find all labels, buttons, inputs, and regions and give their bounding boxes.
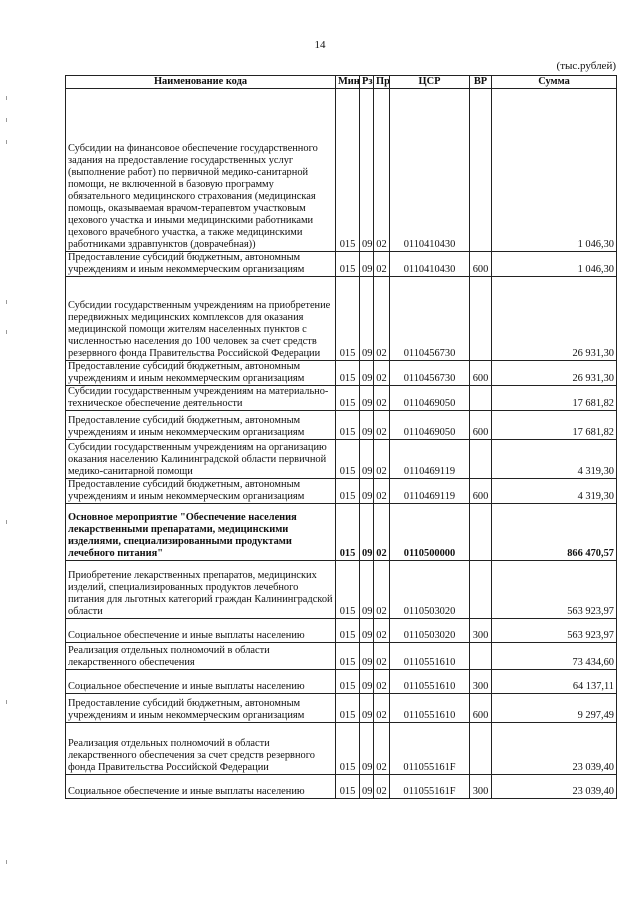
- header-csr: ЦСР: [390, 76, 470, 89]
- cell-name: Предоставление субсидий бюджетным, автономным учреждениям и иным некоммерческим организациям: [66, 411, 336, 440]
- cell-pr: 02: [374, 479, 390, 504]
- table-body: [66, 89, 617, 799]
- cell-sum: 23 039,40: [492, 775, 617, 799]
- cell-name: Субсидии на финансовое обеспечение государственного задания на предоставление государственных услуг (выполнение работ) по первичной медико-санитарной помощи, не включенной в базовую программу обязательного медицинского страхования (медицинская помощь, оказываемая врачом-терапевтом участковым цехового участка и иными медицинскими работниками цехового врачебного участка, а также медицинскими работниками здравпунктов (доврачебная)): [66, 89, 336, 252]
- cell-name: Реализация отдельных полномочий в области лекарственного обеспечения: [66, 643, 336, 670]
- cell-rz: 09: [360, 504, 374, 561]
- table-row: [66, 277, 617, 361]
- cell-pr: 02: [374, 643, 390, 670]
- cell-min: 015: [336, 89, 360, 252]
- cell-name: Субсидии государственным учреждениям на материально-техническое обеспечение деятельности: [66, 386, 336, 411]
- cell-name: Предоставление субсидий бюджетным, автономным учреждениям и иным некоммерческим организациям: [66, 694, 336, 723]
- cell-name: Приобретение лекарственных препаратов, медицинских изделий, специализированных продуктов лечебного питания для льготных категорий граждан Калининградской области: [66, 561, 336, 619]
- cell-min: 015: [336, 411, 360, 440]
- cell-rz: 09: [360, 277, 374, 361]
- cell-pr: 02: [374, 694, 390, 723]
- cell-min: 015: [336, 361, 360, 386]
- cell-name: Социальное обеспечение и иные выплаты населению: [66, 775, 336, 799]
- cell-vr: 300: [470, 670, 492, 694]
- cell-pr: 02: [374, 504, 390, 561]
- cell-pr: 02: [374, 723, 390, 775]
- cell-csr: 0110469050: [390, 411, 470, 440]
- cell-rz: 09: [360, 440, 374, 479]
- cell-vr: [470, 723, 492, 775]
- table-row: [66, 479, 617, 504]
- cell-rz: 09: [360, 723, 374, 775]
- cell-sum: 17 681,82: [492, 411, 617, 440]
- cell-pr: 02: [374, 89, 390, 252]
- budget-table: [65, 75, 617, 799]
- cell-csr: 0110469119: [390, 479, 470, 504]
- cell-csr: 0110469050: [390, 386, 470, 411]
- page-number: 14: [314, 39, 326, 51]
- cell-vr: 300: [470, 775, 492, 799]
- cell-sum: 563 923,97: [492, 561, 617, 619]
- cell-rz: 09: [360, 694, 374, 723]
- cell-sum: 866 470,57: [492, 504, 617, 561]
- cell-pr: 02: [374, 277, 390, 361]
- cell-min: 015: [336, 643, 360, 670]
- cell-min: 015: [336, 561, 360, 619]
- cell-rz: 09: [360, 479, 374, 504]
- cell-min: 015: [336, 277, 360, 361]
- cell-csr: 0110503020: [390, 619, 470, 643]
- cell-pr: 02: [374, 440, 390, 479]
- header-min: Мин: [336, 76, 360, 89]
- cell-csr: 0110500000: [390, 504, 470, 561]
- cell-min: 015: [336, 619, 360, 643]
- cell-vr: 600: [470, 411, 492, 440]
- cell-sum: 73 434,60: [492, 643, 617, 670]
- cell-min: 015: [336, 252, 360, 277]
- table-row: [66, 775, 617, 799]
- header-rz: Рз: [360, 76, 374, 89]
- cell-min: 015: [336, 723, 360, 775]
- cell-vr: [470, 440, 492, 479]
- cell-vr: 600: [470, 252, 492, 277]
- cell-pr: 02: [374, 619, 390, 643]
- cell-sum: 563 923,97: [492, 619, 617, 643]
- cell-name: Субсидии государственным учреждениям на организацию оказания населению Калининградской области первичной медико-санитарной помощи: [66, 440, 336, 479]
- cell-vr: [470, 504, 492, 561]
- cell-pr: 02: [374, 775, 390, 799]
- cell-sum: 4 319,30: [492, 479, 617, 504]
- cell-min: 015: [336, 386, 360, 411]
- cell-name: Основное мероприятие "Обеспечение населения лекарственными препаратами, медицинскими изделиями, специализированными продуктами лечебного питания": [66, 504, 336, 561]
- units-label: (тыс.рублей): [556, 60, 616, 72]
- cell-vr: 600: [470, 361, 492, 386]
- cell-pr: 02: [374, 670, 390, 694]
- table-row: [66, 361, 617, 386]
- cell-csr: 0110456730: [390, 361, 470, 386]
- cell-name: Реализация отдельных полномочий в области лекарственного обеспечения за счет средств резервного фонда Правительства Российской Федерации: [66, 723, 336, 775]
- table-row: [66, 411, 617, 440]
- cell-name: Предоставление субсидий бюджетным, автономным учреждениям и иным некоммерческим организациям: [66, 479, 336, 504]
- cell-sum: 17 681,82: [492, 386, 617, 411]
- cell-csr: 011055161F: [390, 775, 470, 799]
- cell-vr: [470, 561, 492, 619]
- cell-vr: [470, 643, 492, 670]
- table-header-row: [66, 76, 617, 89]
- cell-min: 015: [336, 694, 360, 723]
- cell-vr: 300: [470, 619, 492, 643]
- cell-rz: 09: [360, 89, 374, 252]
- header-sum: Сумма: [492, 76, 617, 89]
- table-row: [66, 440, 617, 479]
- table-row: [66, 670, 617, 694]
- cell-pr: 02: [374, 361, 390, 386]
- cell-csr: 0110551610: [390, 694, 470, 723]
- cell-sum: 26 931,30: [492, 277, 617, 361]
- cell-rz: 09: [360, 386, 374, 411]
- cell-rz: 09: [360, 361, 374, 386]
- cell-sum: 23 039,40: [492, 723, 617, 775]
- cell-pr: 02: [374, 252, 390, 277]
- cell-sum: 4 319,30: [492, 440, 617, 479]
- cell-csr: 0110469119: [390, 440, 470, 479]
- cell-sum: 1 046,30: [492, 252, 617, 277]
- cell-vr: [470, 277, 492, 361]
- cell-vr: [470, 89, 492, 252]
- cell-pr: 02: [374, 561, 390, 619]
- cell-rz: 09: [360, 775, 374, 799]
- table-row: [66, 386, 617, 411]
- cell-min: 015: [336, 479, 360, 504]
- table-row: [66, 723, 617, 775]
- cell-vr: 600: [470, 479, 492, 504]
- cell-csr: 0110551610: [390, 670, 470, 694]
- table-row: [66, 561, 617, 619]
- cell-rz: 09: [360, 411, 374, 440]
- cell-sum: 1 046,30: [492, 89, 617, 252]
- cell-vr: 600: [470, 694, 492, 723]
- cell-rz: 09: [360, 252, 374, 277]
- cell-min: 015: [336, 504, 360, 561]
- cell-csr: 0110503020: [390, 561, 470, 619]
- cell-csr: 0110410430: [390, 252, 470, 277]
- cell-sum: 64 137,11: [492, 670, 617, 694]
- cell-rz: 09: [360, 670, 374, 694]
- table-row: [66, 504, 617, 561]
- cell-name: Социальное обеспечение и иные выплаты населению: [66, 670, 336, 694]
- cell-pr: 02: [374, 386, 390, 411]
- table-row: [66, 252, 617, 277]
- cell-min: 015: [336, 775, 360, 799]
- cell-min: 015: [336, 670, 360, 694]
- cell-rz: 09: [360, 619, 374, 643]
- cell-csr: 0110410430: [390, 89, 470, 252]
- cell-name: Предоставление субсидий бюджетным, автономным учреждениям и иным некоммерческим организациям: [66, 361, 336, 386]
- cell-min: 015: [336, 440, 360, 479]
- header-name: Наименование кода: [66, 76, 336, 89]
- cell-vr: [470, 386, 492, 411]
- cell-name: Субсидии государственным учреждениям на приобретение передвижных медицинских комплексов для оказания медицинской помощи жителям населенных пунктов с численностью населения до 100 человек за счет средств резервного фонда Правительства Российской Федерации: [66, 277, 336, 361]
- cell-rz: 09: [360, 643, 374, 670]
- cell-csr: 011055161F: [390, 723, 470, 775]
- cell-csr: 0110456730: [390, 277, 470, 361]
- header-vr: ВР: [470, 76, 492, 89]
- cell-rz: 09: [360, 561, 374, 619]
- header-pr: Пр: [374, 76, 390, 89]
- cell-pr: 02: [374, 411, 390, 440]
- cell-name: Предоставление субсидий бюджетным, автономным учреждениям и иным некоммерческим организациям: [66, 252, 336, 277]
- table-row: [66, 89, 617, 252]
- cell-sum: 26 931,30: [492, 361, 617, 386]
- cell-name: Социальное обеспечение и иные выплаты населению: [66, 619, 336, 643]
- table-row: [66, 694, 617, 723]
- cell-csr: 0110551610: [390, 643, 470, 670]
- cell-sum: 9 297,49: [492, 694, 617, 723]
- table-row: [66, 619, 617, 643]
- table-row: [66, 643, 617, 670]
